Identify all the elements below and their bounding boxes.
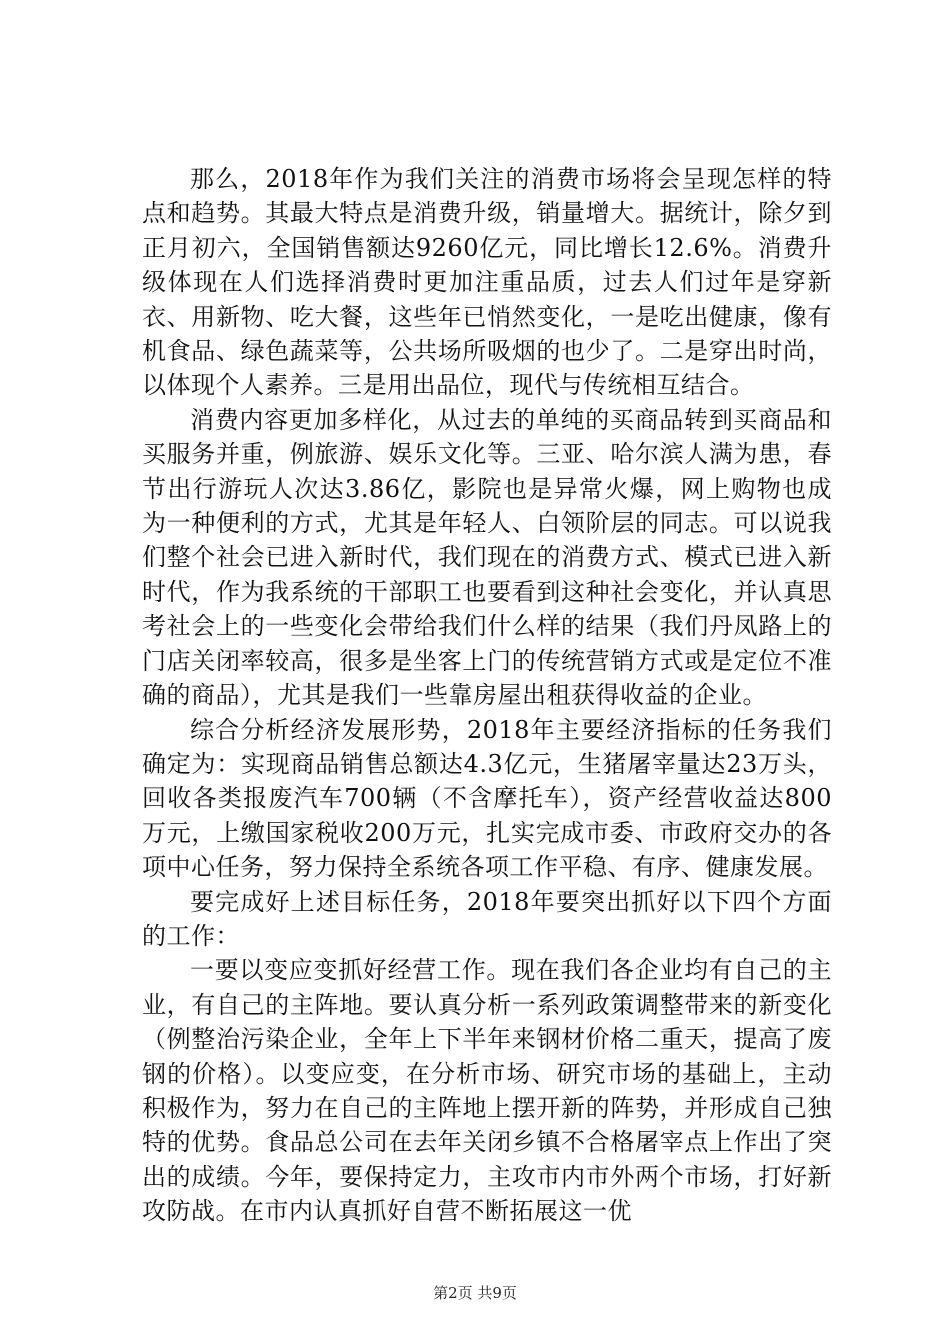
paragraph-consumption-diversification: 消费内容更加多样化，从过去的单纯的买商品转到买商品和买服务并重，例旅游、娱乐文化等。三亚、哈尔滨人满为患，春节出行游玩人次达3.86亿，影院也是异常火爆，网上购物也成为一种便利的方式，尤其是年轻人、白领阶层的同志。可以说我们整个社会已进入新时代，我们现在的消费方式、模式已进入新时代，作为我系统的干部职工也要看到这种社会变化，并认真思考社会上的一些变化会带给我们什么样的结果（我们丹凤路上的门店关闭率较高，很多是坐客上门的传统营销方式或是定位不准确的商品），尤其是我们一些靠房屋出租获得收益的企业。 [142,405,832,710]
paragraph-business-operations: 一要以变应变抓好经营工作。现在我们各企业均有自己的主业，有自己的主阵地。要认真分析一系列政策调整带来的新变化（例整治污染企业，全年上下半年来钢材价格二重天，提高了废钢的价格）。以变应变，在分析市场、研究市场的基础上，主动积极作为，努力在自己的主阵地上摆开新的阵势，并形成自己独特的优势。食品总公司在去年关闭乡镇不合格屠宰点上作出了突出的成绩。今年，要保持定力，主攻市内市外两个市场，打好新攻防战。在市内认真抓好自营不断拓展这一优 [142,956,832,1226]
document-body [142,162,832,1229]
paragraph-consumer-market-trends: 那么，2018年作为我们关注的消费市场将会呈现怎样的特点和趋势。其最大特点是消费升级，销量增大。据统计，除夕到正月初六，全国销售额达9260亿元，同比增长12.6%。消费升级体现在人们选择消费时更加注重品质，过去人们过年是穿新衣、用新物、吃大餐，这些年已悄然变化，一是吃出健康，像有机食品、绿色蔬菜等，公共场所吸烟的也少了。二是穿出时尚，以体现个人素养。三是用出品位，现代与传统相互结合。 [142,165,832,400]
page-number-footer: 第2页 共9页 [433,1284,517,1302]
paragraph-four-priorities: 要完成好上述目标任务，2018年要突出抓好以下四个方面的工作： [142,887,832,950]
paragraph-economic-targets: 综合分析经济发展形势，2018年主要经济指标的任务我们确定为：实现商品销售总额达4.3亿元，生猪屠宰量达23万头，回收各类报废汽车700辆（不含摩托车），资产经营收益达800万元，上缴国家税收200万元，扎实完成市委、市政府交办的各项中心任务，努力保持全系统各项工作平稳、有序、健康发展。 [142,715,832,882]
